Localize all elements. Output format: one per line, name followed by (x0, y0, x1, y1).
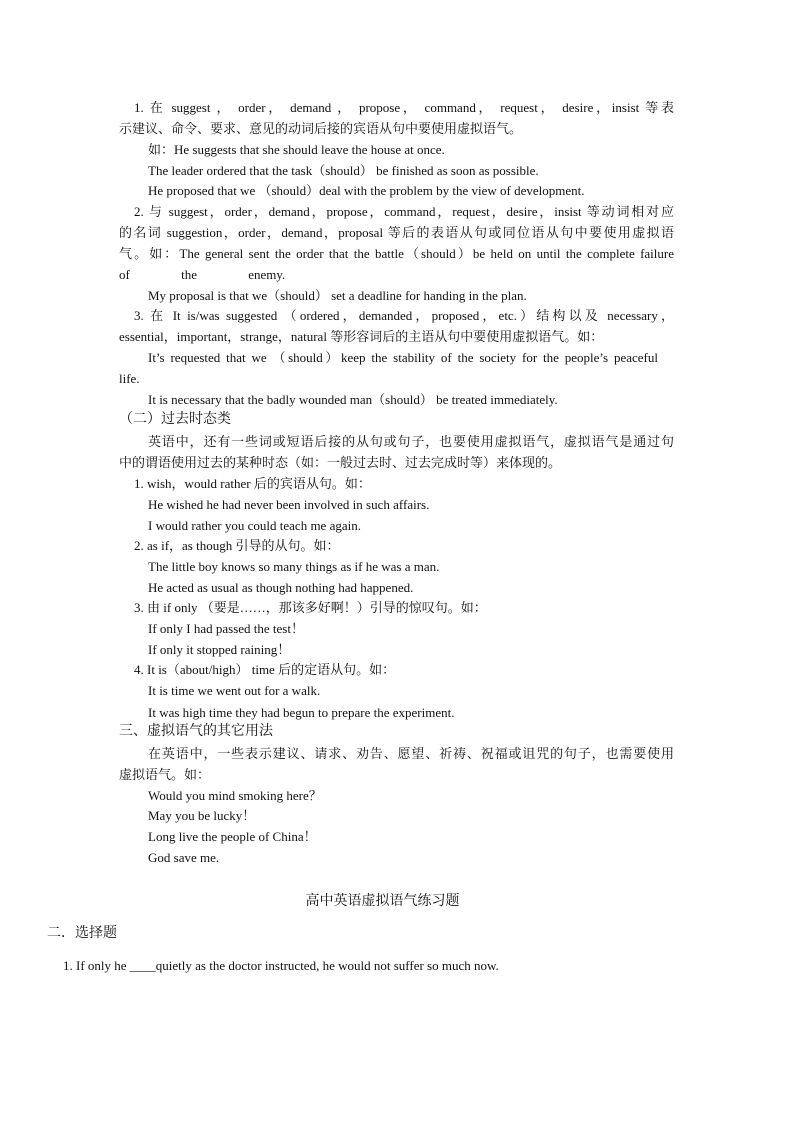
rule-3-line-1: 3. 在 It is/was suggested （ordered，demanded，proposed，etc.）结构以及 necessary， (134, 308, 674, 323)
section-intro-line-1: 在英语中，一些表示建议、请求、劝告、愿望、祈祷、祝福或诅咒的句子，也需要使用 (148, 746, 674, 761)
example-line: 如：He suggests that she should leave the house at once. (148, 142, 445, 157)
usage-item: 1. wish，would rather 后的宾语从句。如： (134, 476, 371, 491)
question-1: 1. If only he ____quietly as the doctor instructed, he would not suffer so much now. (63, 958, 499, 973)
example-line: He proposed that we （should）deal with the problem by the view of development. (148, 183, 585, 198)
section-heading: （二）过去时态类 (119, 412, 231, 427)
rule-2-line-2: 的名词 suggestion，order，demand，proposal 等后的表语从句或同位语从句中要使用虚拟语 (119, 225, 674, 240)
rule-1-line-2: 示建议、命令、要求、意见的动词后接的宾语从句中要使用虚拟语气。 (119, 121, 523, 136)
example-line: It is necessary that the badly wounded man（should） be treated immediately. (148, 392, 558, 407)
usage-item: 3. 由 if only （要是……，那该多好啊！）引导的惊叹句。如： (134, 600, 487, 615)
example-line: life. (119, 371, 140, 386)
example-line: He wished he had never been involved in such affairs. (148, 497, 430, 512)
rule-2-line-4: of the enemy. (119, 267, 286, 282)
section-intro-line-2: 中的谓语使用过去的某种时态（如：一般过去时、过去完成时等）来体现的。 (119, 455, 562, 470)
usage-item: 2. as if，as though 引导的从句。如： (134, 538, 340, 553)
section-intro-line-1: 英语中，还有一些词或短语后接的从句或句子，也要使用虚拟语气，虚拟语气是通过句 (148, 434, 674, 449)
exercise-section-label: 二．选择题 (47, 926, 117, 941)
example-line: Long live the people of China！ (148, 829, 317, 844)
rule-3-line-2: essential，important，strange，natural 等形容词后的主语从句中要使用虚拟语气。如： (119, 329, 604, 344)
usage-item: 4. It is（about/high） time 后的定语从句。如： (134, 662, 396, 677)
rule-2-line-1: 2. 与 suggest，order，demand，propose，command，request，desire，insist 等动词相对应 (134, 204, 674, 219)
section-intro-line-2: 虚拟语气。如： (119, 767, 211, 782)
example-line: It was high time they had begun to prepare the experiment. (148, 705, 455, 720)
example-line: My proposal is that we（should） set a deadline for handing in the plan. (148, 288, 527, 303)
rule-1-line-1: 1. 在 suggest ， order， demand ， propose， command， request， desire，insist 等表 (134, 100, 674, 115)
example-line: He acted as usual as though nothing had happened. (148, 580, 414, 595)
example-line: It’s requested that we （should）keep the stability of the society for the people’s peaceful (148, 350, 658, 365)
example-line: May you be lucky！ (148, 808, 256, 823)
example-line: I would rather you could teach me again. (148, 518, 361, 533)
rule-2-line-3: 气。如：The general sent the order that the battle（should）be held on until the complete failure (119, 246, 674, 261)
example-line: If only it stopped raining！ (148, 642, 291, 657)
example-line: God save me. (148, 850, 220, 865)
example-line: It is time we went out for a walk. (148, 683, 321, 698)
exercise-title: 高中英语虚拟语气练习题 (305, 894, 460, 909)
section-heading: 三、虚拟语气的其它用法 (119, 724, 273, 739)
example-line: If only I had passed the test！ (148, 621, 304, 636)
example-line: Would you mind smoking here？ (148, 788, 322, 803)
example-line: The little boy knows so many things as if he was a man. (148, 559, 440, 574)
example-line: The leader ordered that the task（should） be finished as soon as possible. (148, 163, 539, 178)
